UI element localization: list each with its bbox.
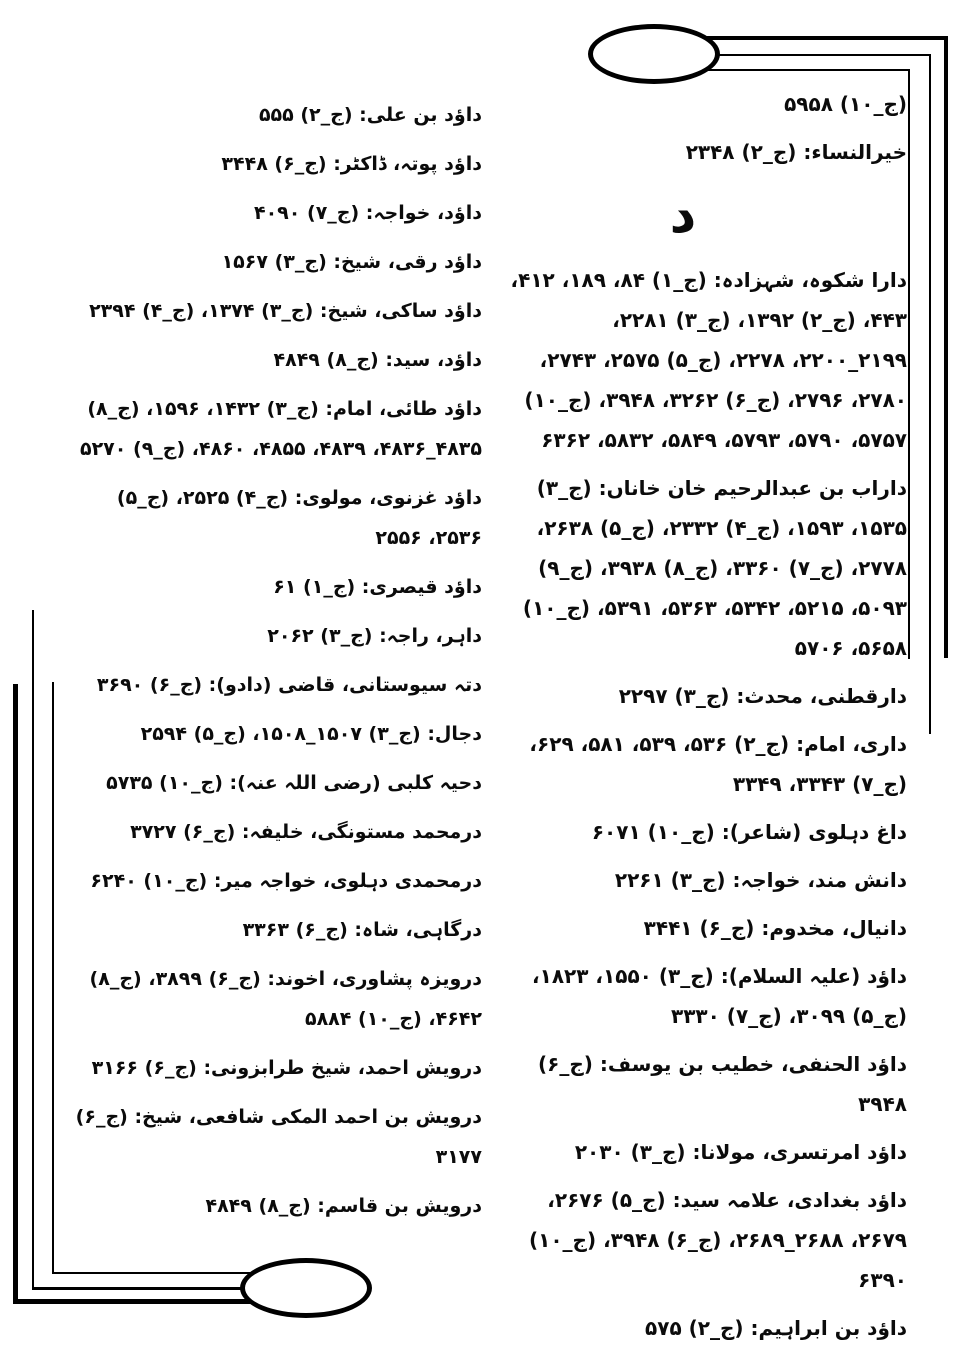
index-entry: داؤد قیصری: (ج_۱) ۶۱	[273, 576, 482, 598]
carryover-entry: (ج_۱۰) ۵۹۵۸	[784, 92, 907, 116]
index-entry: داؤد طائی، امام: (ج_۳) ۱۴۳۲، ۱۵۹۶، (ج_۸) ۴۸۳۵_۴۸۳۶، ۴۸۳۹، ۴۸۵۵، ۴۸۶۰، (ج_۹) ۵۲۷۰	[79, 398, 482, 460]
index-entry: درویش بن احمد المکی شافعی، شیخ: (ج_۶) ۳۱۷۷	[75, 1106, 482, 1168]
index-entry: داؤد، سید: (ج_۸) ۴۸۴۹	[273, 349, 482, 371]
index-entry: داہر، راجہ: (ج_۳) ۲۰۶۲	[267, 625, 482, 647]
index-entry: دانیال، مخدوم: (ج_۶) ۳۴۴۱	[643, 916, 907, 940]
index-entry: دارا شکوہ، شہزادہ: (ج_۱) ۸۴، ۱۸۹، ۴۱۲، ۴۴۳، (ج_۲) ۱۳۹۲، (ج_۳) ۲۲۸۱، ۲۱۹۹_۲۲۰۰، ۲۲۷۸، (ج_۵) ۲۵۷۵، ۲۷۴۳، ۲۷۸۰، ۲۷۹۶، (ج_۶) ۳۲۶۲، ۳۹۴۸، (ج_۱۰) ۵۷۵۷، ۵۷۹۰، ۵۷۹۳، ۵۸۴۹، ۵۸۳۲، ۶۳۶۲	[510, 268, 907, 452]
index-entry: داراب بن عبدالرحیم خان خاناں: (ج_۳) ۱۵۳۵، ۱۵۹۳، (ج_۴) ۲۳۳۲، (ج_۵) ۲۶۳۸، ۲۷۷۸، (ج_۷) ۳۳۶۰، (ج_۸) ۳۹۳۸، (ج_۹) ۵۰۹۳، ۵۲۱۵، ۵۳۴۲، ۵۳۶۳، ۵۳۹۱، (ج_۱۰) ۵۶۵۸، ۵۷۰۶	[522, 476, 907, 660]
right-column	[495, 84, 907, 1356]
index-entry: دتہ سیوستانی، قاضی (دادو): (ج_۶) ۳۶۹۰	[96, 674, 482, 696]
index-entry: درویش بن قاسم: (ج_۸) ۴۸۴۹	[205, 1195, 482, 1217]
index-entry: داؤد بغدادی، علامہ سید: (ج_۵) ۲۶۷۶، ۲۶۷۹، ۲۶۸۸_۲۶۸۹، (ج_۶) ۳۹۴۸، (ج_۱۰) ۶۳۹۰	[528, 1188, 907, 1292]
right-column-entries	[495, 260, 907, 1348]
index-entry: درویزہ پشاوری، اخوند: (ج_۶) ۳۸۹۹، (ج_۸) ۴۶۴۲، (ج_۱۰) ۵۸۸۴	[89, 968, 482, 1030]
index-entry: درمحمد مستونگی، خلیفہ: (ج_۶) ۳۷۲۷	[130, 821, 482, 843]
index-entry: دانش مند، خواجہ: (ج_۳) ۲۲۶۱	[614, 868, 907, 892]
index-entry: درمحمدی دہلوی، خواجہ میر: (ج_۱۰) ۶۲۴۰	[90, 870, 482, 892]
index-entry: داری، امام: (ج_۲) ۵۳۶، ۵۳۹، ۵۸۱، ۶۲۹، (ج_۷) ۳۳۴۳، ۳۳۴۹	[529, 732, 907, 796]
index-entry: داؤد ساکی، شیخ: (ج_۳) ۱۳۷۴، (ج_۴) ۲۳۹۴	[89, 300, 482, 322]
border-line-left-inner	[52, 682, 54, 1274]
index-entry: داؤد بن علی: (ج_۲) ۵۵۵	[258, 104, 482, 126]
index-entry: داؤد الحنفی، خطیب بن یوسف: (ج_۶) ۳۹۴۸	[538, 1052, 907, 1116]
index-entry: داؤد بن ابراہیم: (ج_۲) ۵۷۵	[645, 1316, 907, 1340]
index-entry: داؤد، خواجہ: (ج_۷) ۴۰۹۰	[253, 202, 482, 224]
bottom-oval-ornament	[240, 1258, 372, 1318]
left-column	[58, 95, 482, 1235]
index-entry: داؤد (علیہ السلام): (ج_۳) ۱۵۵۰، ۱۸۲۳، (ج_۵) ۳۰۹۹، (ج_۷) ۳۳۳۰	[532, 964, 907, 1028]
left-column-entries	[58, 95, 482, 1226]
border-line-left-middle	[32, 610, 34, 1290]
border-line-right-middle	[929, 54, 931, 734]
index-entry: داؤد امرتسری، مولانا: (ج_۳) ۲۰۳۰	[574, 1140, 907, 1164]
index-entry: درویش احمد، شیخ طرابزونی: (ج_۶) ۳۱۶۶	[91, 1057, 482, 1079]
index-entry: دحیہ کلبی (رضی اللہ عنہ): (ج_۱۰) ۵۷۳۵	[106, 772, 482, 794]
index-entry: دجال: (ج_۳) ۱۵۰۷_۱۵۰۸، (ج_۵) ۲۵۹۴	[140, 723, 482, 745]
index-entry: داؤد پوتہ، ڈاکٹر: (ج_۶) ۳۴۴۸	[221, 153, 482, 175]
index-entry: داغ دہلوی (شاعر): (ج_۱۰) ۶۰۷۱	[591, 820, 907, 844]
index-entry: داؤد غزنوی، مولوی: (ج_۴) ۲۵۲۵، (ج_۵) ۲۵۳۶، ۲۵۵۶	[116, 487, 482, 549]
index-entry: درگاہی، شاہ: (ج_۶) ۳۳۶۳	[242, 919, 482, 941]
index-entry: داؤد رقی، شیخ: (ج_۳) ۱۵۶۷	[221, 251, 482, 273]
border-line-right-outer	[944, 36, 948, 658]
index-entry: دارقطنی، محدث: (ج_۳) ۲۲۹۷	[618, 684, 907, 708]
border-line-left-outer	[13, 684, 18, 1304]
section-heading-letter: د	[669, 185, 697, 245]
top-oval-ornament	[588, 24, 720, 84]
border-line-right-inner	[908, 69, 910, 659]
index-entry: خیرالنساء: (ج_۲) ۲۳۴۸	[685, 140, 907, 164]
